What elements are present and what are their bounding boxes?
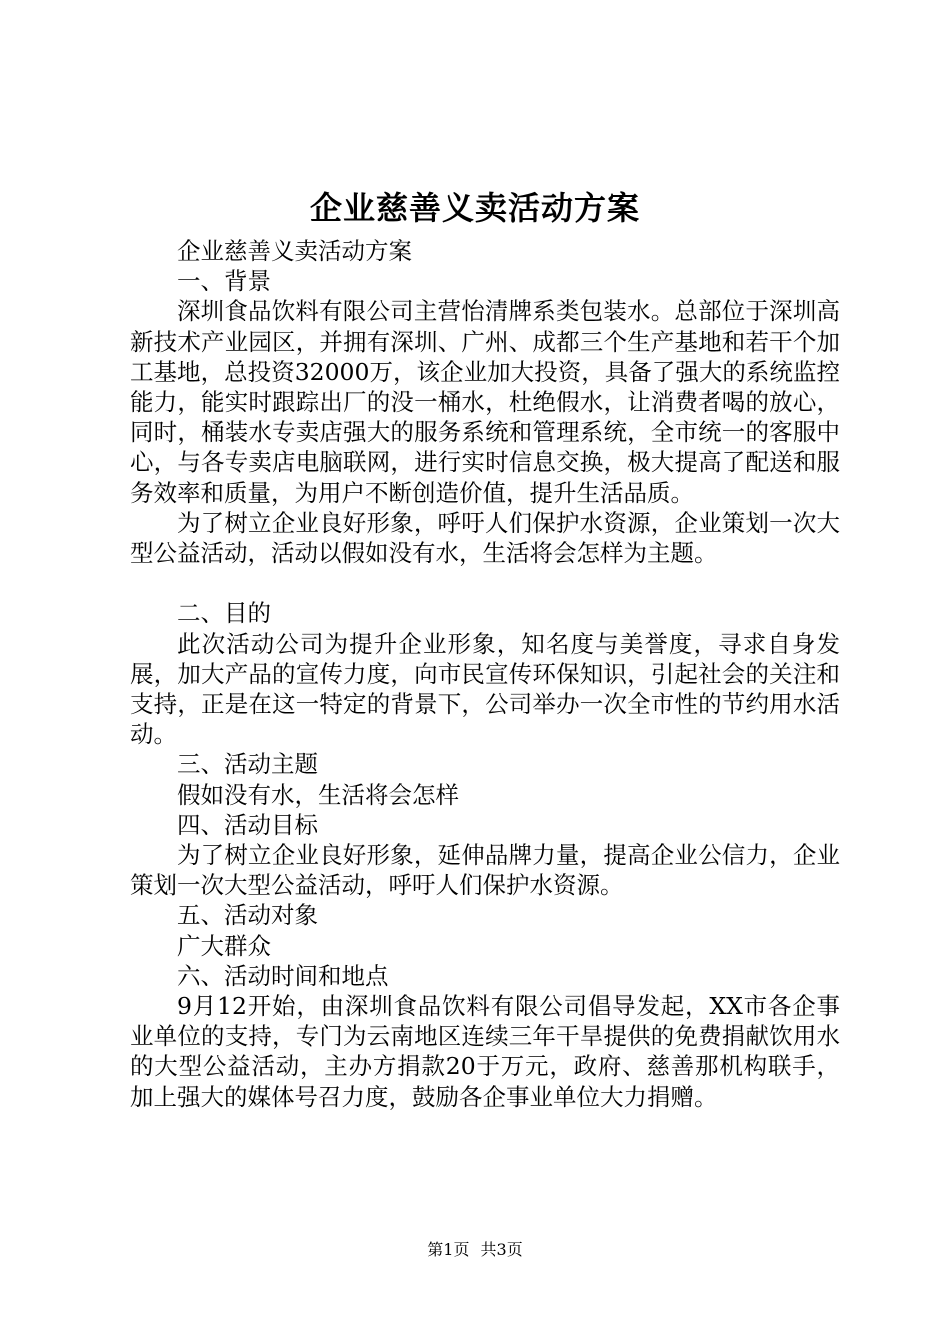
page-number-footer: 第1页 共3页: [427, 1240, 523, 1259]
heading-theme: 三、活动主题: [177, 750, 318, 779]
paragraph-goal: 为了树立企业良好形象，延伸品牌力量，提高企业公信力，企业策划一次大型公益活动，呼吁人们保护水资源。: [130, 841, 840, 900]
heading-objective: 二、目的: [177, 599, 271, 628]
paragraph-theme: 假如没有水，生活将会怎样: [177, 780, 459, 809]
heading-background: 一、背景: [177, 267, 271, 296]
paragraph-title-repeat: 企业慈善义卖活动方案: [177, 237, 412, 265]
heading-audience: 五、活动对象: [177, 901, 318, 930]
paragraph-gap: [130, 568, 840, 598]
document-title: 企业慈善义卖活动方案: [309, 189, 640, 227]
paragraph-company-intro: 深圳食品饮料有限公司主营怡清牌系类包装水。总部位于深圳高新技术产业园区，并拥有深圳、广州、成都三个生产基地和若干个加工基地，总投资32000万，该企业加大投资，具备了强大的系统监控能力，能实时跟踪出厂的没一桶水，杜绝假水，让消费者喝的放心，同时，桶装水专卖店强大的服务系统和管理系统，全市统一的客服中心，与各专卖店电脑联网，进行实时信息交换，极大提高了配送和服务效率和质量，为用户不断创造价值，提升生活品质。: [130, 297, 840, 507]
heading-time-place: 六、活动时间和地点: [177, 961, 389, 990]
paragraph-time-place: 9月12开始，由深圳食品饮料有限公司倡导发起，XX市各企事业单位的支持，专门为云南地区连续三年干旱提供的免费捐献饮用水的大型公益活动，主办方捐款20于万元，政府、慈善那机构联手，加上强大的媒体号召力度，鼓励各企事业单位大力捐赠。: [130, 992, 840, 1111]
document-body: [130, 236, 840, 1112]
paragraph-objective: 此次活动公司为提升企业形象，知名度与美誉度，寻求自身发展，加大产品的宣传力度，向市民宣传环保知识，引起社会的关注和支持，正是在这一特定的背景下，公司举办一次全市性的节约用水活动。: [130, 629, 840, 749]
heading-goal: 四、活动目标: [177, 810, 318, 839]
paragraph-activity-purpose-intro: 为了树立企业良好形象，呼吁人们保护水资源，企业策划一次大型公益活动，活动以假如没有水，生活将会怎样为主题。: [130, 508, 840, 568]
paragraph-audience: 广大群众: [177, 931, 271, 960]
